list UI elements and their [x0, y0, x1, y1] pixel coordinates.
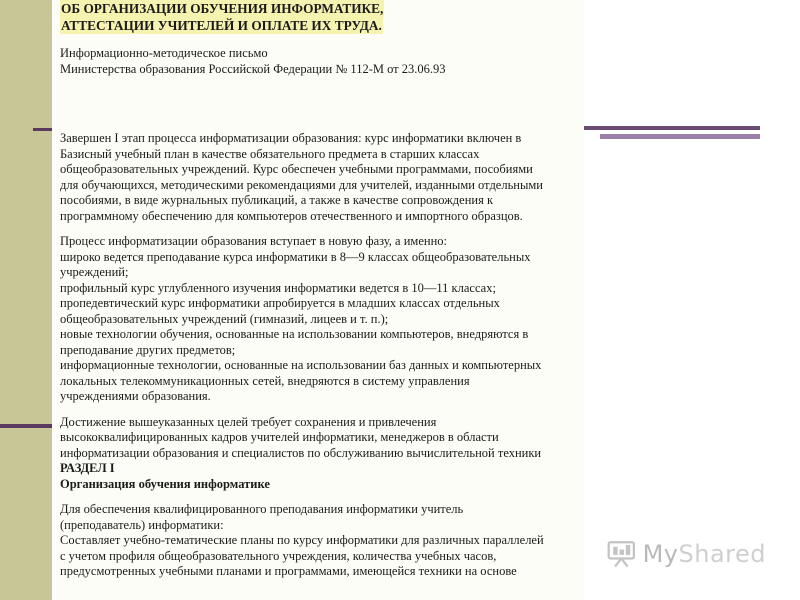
- text-line: информатизации образования и специалистов по обслуживанию вычислительной техники: [60, 445, 542, 460]
- paragraph-2: [60, 234, 584, 405]
- text-line: общеобразовательных учреждений. Курс обеспечен учебными программами, пособиями: [60, 162, 533, 176]
- text-line: пособиями, в виде журнальных публикаций, а также в качестве сопровождения к: [60, 193, 494, 207]
- text-line: Для обеспечения квалифицированного преподавания информатики учитель: [60, 502, 464, 516]
- text-line: Достижение вышеуказанных целей требует сохранения и привлечения: [60, 414, 437, 429]
- text-line: преподавание других предметов;: [60, 342, 236, 357]
- text-line: новые технологии обучения, основанные на использовании компьютеров, внедряются в: [60, 327, 529, 341]
- document-body: [60, 0, 584, 580]
- decor-line-right-bottom: [600, 134, 760, 139]
- paragraph-4: [60, 502, 584, 580]
- document-title: [60, 0, 584, 34]
- paragraph-1: [60, 131, 584, 224]
- text-line: пропедевтический курс информатики апробируется в младших классах отдельных: [60, 296, 500, 310]
- title-line-2: АТТЕСТАЦИИ УЧИТЕЛЕЙ И ОПЛАТЕ ИХ ТРУДА.: [61, 18, 382, 33]
- text-line: (преподаватель) информатики:: [60, 517, 224, 532]
- text-line: Процесс информатизации образования вступает в новую фазу, а именно:: [60, 234, 447, 248]
- text-line: профильный курс углубленного изучения информатики ведется в 10—11 классах;: [60, 280, 496, 295]
- decor-line-left: [33, 128, 53, 131]
- letter-head: [60, 46, 584, 77]
- section-title: Организация обучения информатике: [60, 476, 270, 491]
- text-line: предусмотренных учебными планами и программами, имеющейся техники на основе: [60, 564, 517, 578]
- text-line: информационные технологии, основанные на использовании баз данных и компьютерных: [60, 358, 542, 372]
- text-line: локальных телекоммуникационных сетей, внедряются в систему управления: [60, 373, 470, 388]
- text-line: Составляет учебно-тематические планы по курсу информатики для различных параллелей: [60, 533, 544, 547]
- decor-line-right-top: [584, 126, 760, 130]
- presentation-board-icon: [606, 537, 637, 571]
- text-line: широко ведется преподавание курса информатики в 8—9 классах общеобразовательных: [60, 249, 531, 264]
- decor-line-left-lower: [0, 424, 52, 428]
- left-decor-band: [0, 0, 52, 600]
- text-line: программному обеспечению для компьютеров отечественного и импортного образцов.: [60, 208, 523, 223]
- text-line: с учетом профиля общеобразовательного учреждения, количества учебных часов,: [60, 548, 497, 563]
- text-line: для обучающихся, методическими рекомендациями для учителей, изданными отдельными: [60, 177, 543, 192]
- text-line: общеобразовательных учреждений (гимназий, лицеев и т. п.);: [60, 311, 389, 326]
- letter-type: Информационно-методическое письмо: [60, 46, 268, 60]
- text-line: учреждений;: [60, 265, 129, 279]
- watermark-text: MyShared: [642, 540, 766, 568]
- watermark-logo: [606, 534, 766, 574]
- text-line: Базисный учебный план в качестве обязательного предмета в старших классах: [60, 146, 480, 161]
- scanned-document: [52, 0, 584, 600]
- letter-issuer: Министерства образования Российской Федерации № 112-М от 23.06.93: [60, 61, 446, 76]
- section-label: РАЗДЕЛ I: [60, 461, 115, 475]
- paragraph-3: [60, 415, 584, 462]
- title-line-1: ОБ ОРГАНИЗАЦИИ ОБУЧЕНИЯ ИНФОРМАТИКЕ,: [61, 1, 384, 16]
- text-line: высококвалифицированных кадров учителей информатики, менеджеров в области: [60, 430, 499, 444]
- text-line: учреждениями образования.: [60, 389, 211, 403]
- text-line: Завершен I этап процесса информатизации образования: курс информатики включен в: [60, 131, 522, 145]
